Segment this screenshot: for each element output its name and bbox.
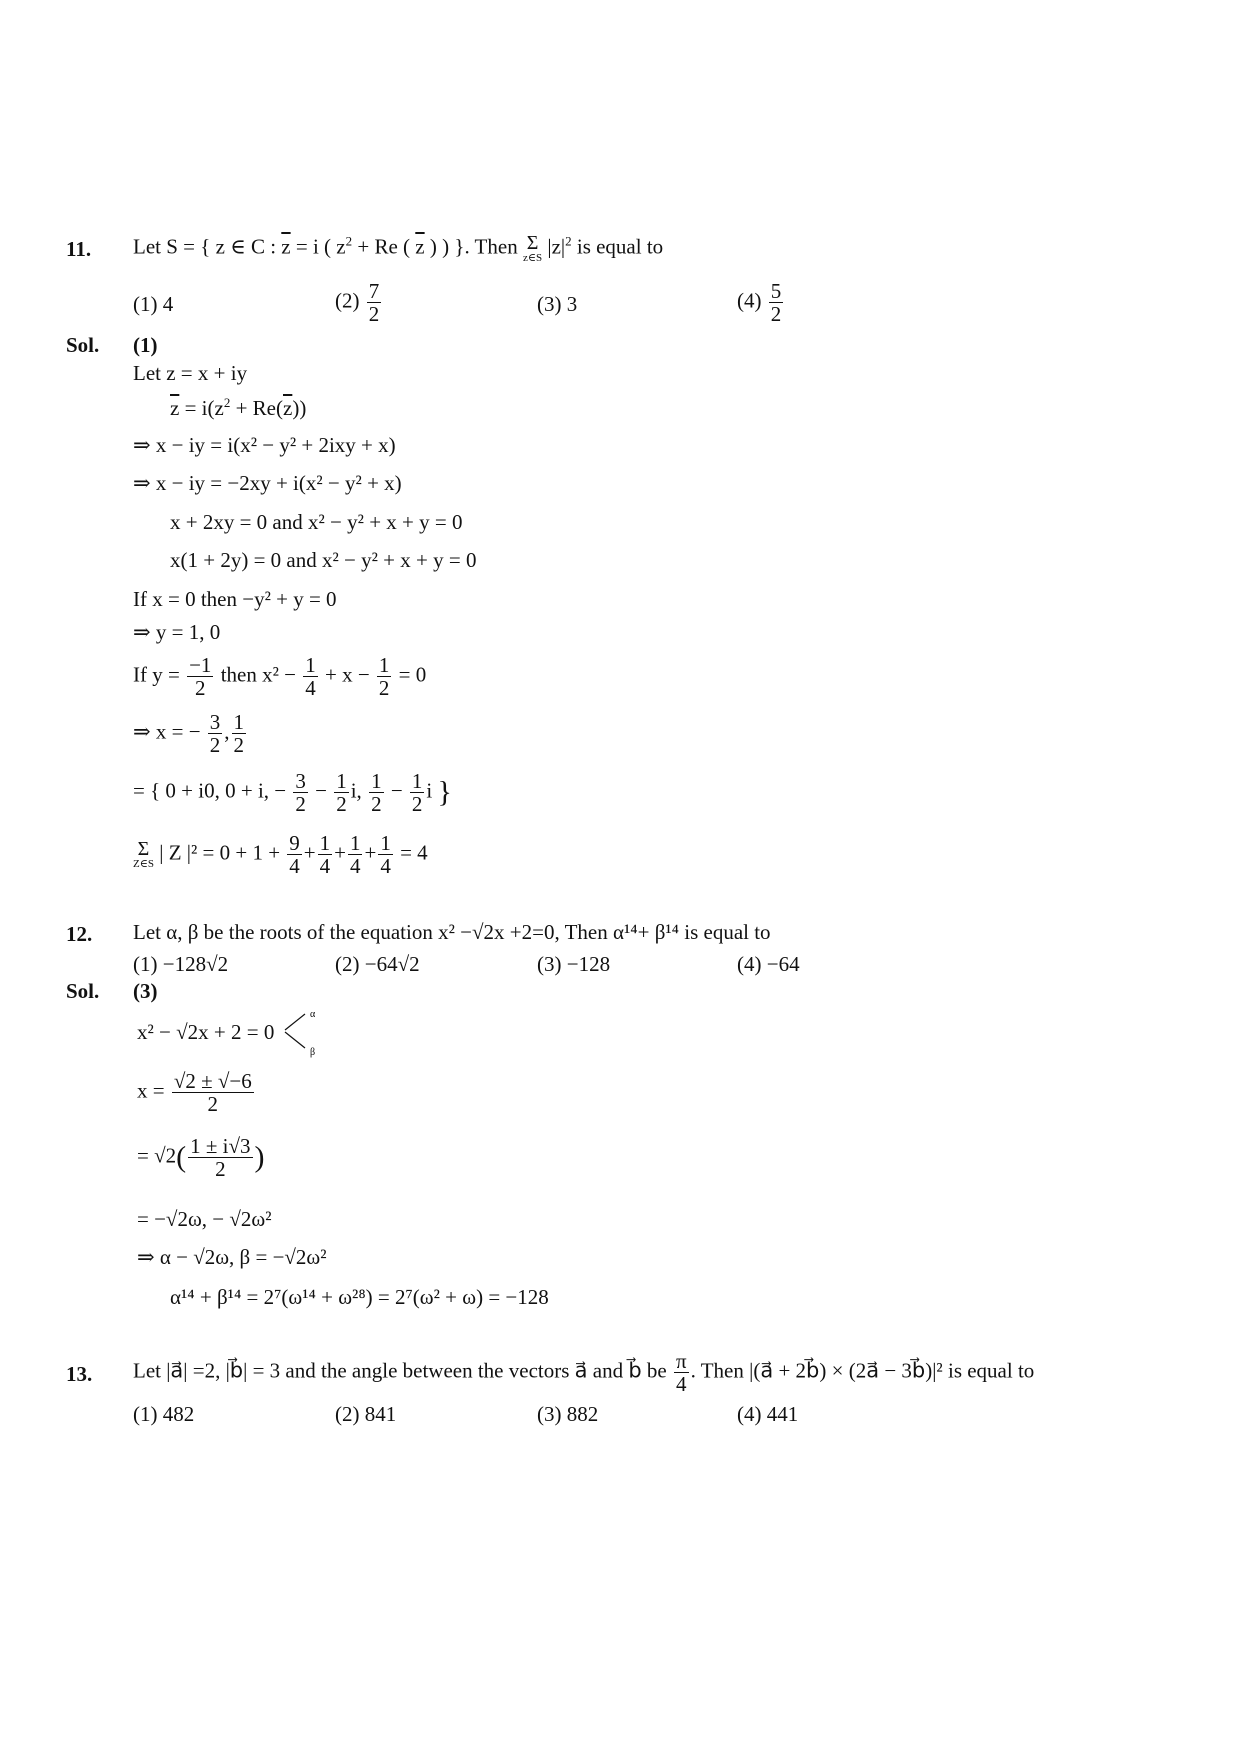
option-11-1: (1) 4 <box>133 292 174 316</box>
solution-11-line-11: = { 0 + i0, 0 + i, − $\frac{3}{2}$ − $\frac{1}{2}$ i, $\frac{1}{2}$ − $\frac{1}{2}$ i } <box>133 769 452 817</box>
solution-12-line-1: x² − √2x + 2 = 0 <box>137 1020 275 1044</box>
option-12-2: (2) −64√2 <box>335 952 420 976</box>
solution-11-line-4: ⇒ x − iy = −2xy + i(x² − y² + x) <box>133 471 402 495</box>
solution-12-label: Sol. <box>66 979 100 1003</box>
solution-11-line-7: If x = 0 then −y² + y = 0 <box>133 587 337 611</box>
option-12-3: (3) −128 <box>537 952 611 976</box>
solution-11-label: Sol. <box>66 333 100 357</box>
solution-12-line-6: α¹⁴ + β¹⁴ = 2⁷(ω¹⁴ + ω²⁸) = 2⁷(ω² + ω) = −128 <box>170 1285 549 1309</box>
option-12-4: (4) −64 <box>737 952 800 976</box>
option-13-4: (4) 441 <box>737 1402 799 1426</box>
solution-12-line-5: ⇒ α − √2ω, β = −√2ω² <box>137 1245 327 1269</box>
question-11-number: 11. <box>66 237 92 261</box>
option-11-2: (2) $\frac{7}{2}$ <box>335 279 380 327</box>
solution-11-line-10: ⇒ x = − $\frac{3}{2}$ , $\frac{1}{2}$ <box>133 710 245 758</box>
solution-12-line-4: = −√2ω, − √2ω² <box>137 1207 272 1231</box>
question-12-text: Let α, β be the roots of the equation x² −√2x +2=0, Then α¹⁴+ β¹⁴ is equal to <box>133 920 771 944</box>
option-13-2: (2) 841 <box>335 1402 397 1426</box>
solution-12-line-2: x = $\frac{√2 \pm √-6}{2}$ <box>137 1069 252 1117</box>
beta-label: β <box>310 1047 316 1058</box>
question-11-text: Let S = { z ∈ C : $\overline{z} = i$ ( $z^2 + Re$ ( $\overline{z}$ ) ) }. Then Σ z∈S $|z|^2$ is equal to <box>133 232 664 264</box>
solution-12-answer: (3) <box>133 979 158 1003</box>
option-11-3: (3) 3 <box>537 292 578 316</box>
solution-11-line-3: ⇒ x − iy = i(x² − y² + 2ixy + x) <box>133 433 396 457</box>
solution-11-line-6: x(1 + 2y) = 0 and x² − y² + x + y = 0 <box>170 548 477 572</box>
question-13-text: Let |a⃗| =2, |b⃗| = 3 and the angle between the vectors a⃗ and b⃗ be $\frac{\pi}{4}$ . Then |(a⃗ + 2b⃗) × (2a⃗ − 3b⃗)|² is equal to <box>133 1349 1035 1397</box>
solution-11-line-1: Let z = x + iy <box>133 361 248 385</box>
solution-11-line-5: x + 2xy = 0 and x² − y² + x + y = 0 <box>170 510 463 534</box>
question-12-number: 12. <box>66 922 93 946</box>
solution-11-line-9: If y = $\frac{-1}{2}$ then x² − $\frac{1}{4}$ + x − $\frac{1}{2}$ = 0 <box>133 653 427 701</box>
solution-11-line-2: $\overline{z} = i(z^2 + Re(\overline{z}))$ <box>170 395 307 420</box>
arrow-up <box>285 1014 305 1030</box>
alpha-label: α <box>310 1009 316 1020</box>
option-11-4: (4) $\frac{5}{2}$ <box>737 279 782 327</box>
roots-arrows <box>283 1008 323 1058</box>
solution-12-line-3: = √2( $\frac{1 \pm i√3}{2}$ ) <box>137 1134 265 1182</box>
option-13-3: (3) 882 <box>537 1402 599 1426</box>
question-13-number: 13. <box>66 1362 93 1386</box>
solution-11-answer: (1) <box>133 333 158 357</box>
option-12-1: (1) −128√2 <box>133 952 229 976</box>
solution-11-line-12: Σ Z∈S | Z |² = 0 + 1 + $\frac{9}{4}$ + $\frac{1}{4}$ + $\frac{1}{4}$ + $\frac{1}{4}$ = 4 <box>133 831 428 879</box>
solution-11-line-8: ⇒ y = 1, 0 <box>133 620 221 644</box>
option-13-1: (1) 482 <box>133 1402 195 1426</box>
arrow-down <box>285 1032 305 1048</box>
